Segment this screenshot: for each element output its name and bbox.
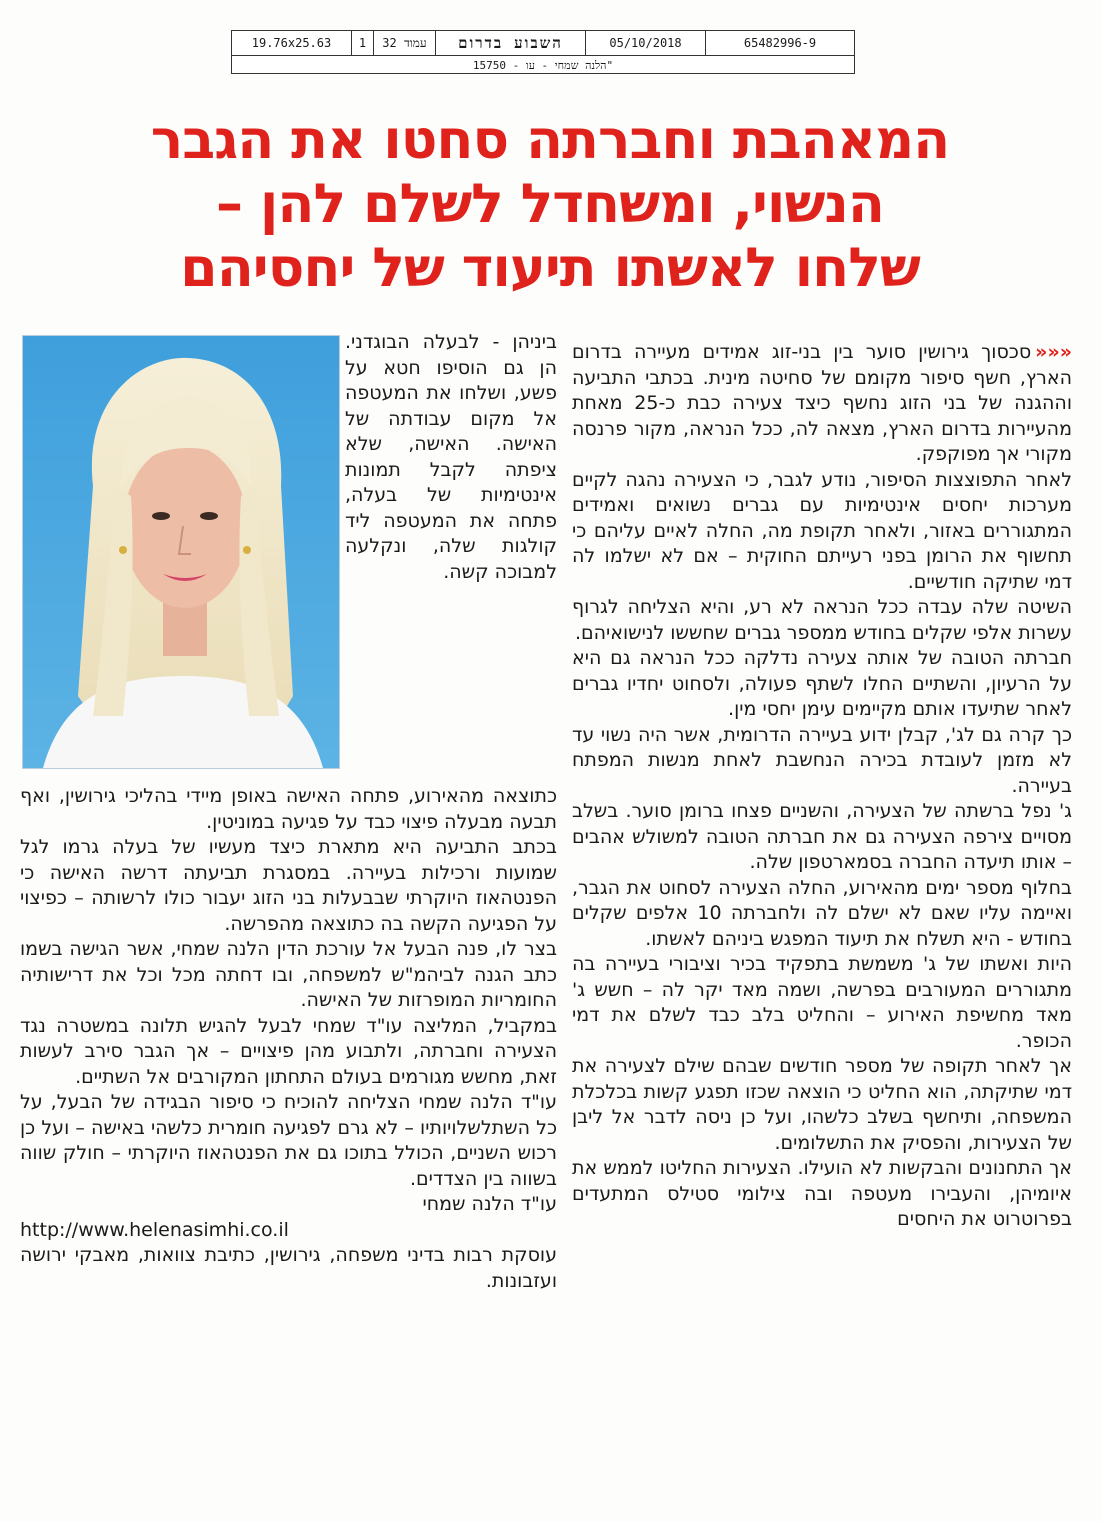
- article-column-right: [572, 340, 1072, 1233]
- paragraph: לאחר התפוצצות הסיפור, נודע לגבר, כי הצעירה נהגה לקיים מערכות יחסים אינטימיות עם גברים נשואים ואמידים המתגוררים באזור, ולאחר תקופת מה, החלה לאיים עליהם כי תחשוף את הרומן בפני רעייתם החוקית – אם לא ישלמו לה דמי שתיקה חודשיים.: [572, 468, 1072, 593]
- clipping-col-count: 1: [352, 31, 374, 55]
- paragraph: בחלוף מספר ימים מהאירוע, החלה הצעירה לסחוט את הגבר, ואיימה עליו שאם לא ישלם לה ולחברתה 10 אלפים שקלים בחודש - היא תשלח את תיעוד המפגש ביניהם לאשתו.: [572, 876, 1073, 950]
- paragraph: ג' נפל ברשתה של הצעירה, והשניים פצחו ברומן סוער. בשלב מסויים צירפה הצעירה גם את חברתה הטובה למשולש אהבים – אותו תיעדה החברה בסמארטפון שלה.: [572, 800, 1072, 873]
- paragraph: אך לאחר תקופה של מספר חודשים שבהם שילם לצעירה את דמי שתיקתה, הוא החליט כי הוצאה שכזו תפגע קשות בכלכלת המשפחה, ותיחשף בשלב כלשהו, ועל כן ניסה לדבר אל ליבן של הצעירות, והפסיק את התשלומים.: [572, 1055, 1072, 1154]
- headline-line-2: הנשוי, ומשחדל לשלם להן –: [216, 172, 884, 235]
- clipping-meta-row: [232, 31, 854, 56]
- headline-line-3: שלחו לאשתו תיעוד של יחסיהם: [180, 236, 920, 299]
- paragraph: במקביל, המליצה עו"ד שמחי לבעל להגיש תלונה במשטרה נגד הצעירה וחברתה, ולתבוע מהן פיצויים – אך הגבר סירב לעשות זאת, מחשש מגורמים בעולם התחתון המקורבים אל השתיים.: [20, 1014, 557, 1088]
- paragraph: ביניהן - לבעלה הבוגדני. הן גם הוסיפו חטא על פשע, ושלחו את המעטפה אל מקום עבודתה של האישה. האישה, שלא ציפתה לקבל תמונות אינטימיות של בעלה, פתחה את המעטפה ליד קולגות שלה, ונקלעה למבוכה קשה.: [345, 331, 557, 583]
- paragraph: כך קרה גם לג', קבלן ידוע בעיירה הדרומית, אשר היה נשוי עד לא מזמן לעובדת בכירה הנחשבת לאחת מנשות המפתח בעיירה.: [572, 723, 1072, 797]
- paragraph: השיטה שלה עבדה ככל הנראה לא רע, והיא הצליחה לגרוף עשרות אלפי שקלים בחודש ממספר גברים שחששו לנישואיהם.: [572, 596, 1072, 644]
- paragraph-text: סכסוך גירושין סוער בין בני-זוג אמידים מעיירה בדרום הארץ, חשף סיפור מקומם של סחיטה מינית. בכתבי התביעה וההגנה של בני הזוג נחשף כיצד צעירה כבת כ-25 מאחת מהעיירות בדרום הארץ, מצאה לה, ככל הנראה, מקור פרנסה מקורי אך מפוקפק.: [572, 341, 1072, 465]
- article-headline: [40, 108, 1060, 300]
- portrait-image: [23, 336, 339, 768]
- paragraph: [572, 340, 1072, 468]
- clipping-newspaper: השבוע בדרום: [436, 31, 586, 55]
- paragraph: היות ואשתו של ג' משמשת בתפקיד בכיר וציבורי בעיירה בה מתגוררים המעורבים בפרשה, ושמה מאד יקר לה – חשש ג' מאד מחשיפת האירוע – והחליט בלב כבד לשלם את דמי הכופר.: [572, 953, 1072, 1052]
- author-photo: [22, 335, 340, 769]
- paragraph: כתוצאה מהאירוע, פתחה האישה באופן מיידי בהליכי גירושין, ואף תבעה מבעלה פיצוי כבד על פגיעה במוניטין.: [20, 785, 557, 833]
- clipping-size: 19.76x25.63: [232, 31, 352, 55]
- article-column-left-bottom: [20, 784, 557, 1294]
- paragraph: עו"ד הלנה שמחי הצליחה להוכיח כי סיפור הבגידה של הבעל, על כל השתלשלויותיו – לא גרם לפגיעה חומרית כלשהי באישה – ועל כן רכוש השניים, הכולל בתוכו גם את הפנטהאוז היוקרתי – חולק שווה בשווה בין הצדדים.: [20, 1091, 557, 1190]
- signature-url: [20, 1218, 557, 1244]
- signature-description: עוסקת רבות בדיני משפחה, גירושין, כתיבת צוואות, מאבקי ירושה ועזבונות.: [20, 1244, 557, 1292]
- clipping-page: עמוד 32: [374, 31, 436, 55]
- author-website-link[interactable]: http://www.helenasimhi.co.il: [20, 1218, 289, 1241]
- clipping-header: [231, 30, 855, 74]
- clipping-client: "הלנה שמחי - עו - 15750: [472, 59, 614, 72]
- clipping-id: 65482996-9: [743, 36, 817, 50]
- paragraph: בצר לו, פנה הבעל אל עורכת הדין הלנה שמחי, אשר הגישה בשמו כתב הגנה לביהמ"ש למשפחה, ובו דחתה מכל וכל את דרישותיה החומריות המופרזות של האישה.: [20, 938, 557, 1011]
- section-marker-icon: «««: [1035, 341, 1072, 363]
- paragraph: אך התחנונים והבקשות לא הועילו. הצעירות החליטו לממש את איומיהן, והעבירו מעטפה ובה צילומי סטילס המתעדים בפרוטרוט את היחסים: [572, 1157, 1072, 1230]
- article-column-left-top: [345, 330, 557, 585]
- signature-name: עו"ד הלנה שמחי: [422, 1193, 557, 1215]
- clipping-date: 05/10/2018: [586, 31, 706, 55]
- paragraph: בכתב התביעה היא מתארת כיצד מעשיו של בעלה גרמו לגל שמועות ורכילות בעיירה. במסגרת תביעתה דרשה האישה כי הפנטהאוז היוקרתי שבבעלות בני הזוג יעבור כולו לרשותה – כפיצוי על הפגיעה הקשה בה כתוצאה מהפרשה.: [20, 836, 557, 935]
- paragraph: חברתה הטובה של אותה צעירה נדלקה ככל הנראה גם היא על הרעיון, והשתיים החלו לשתף פעולה, ולסחוט יחדיו גברים לאחר שתיעדו אותם מקיימים עימן יחסי מין.: [572, 647, 1072, 720]
- headline-line-1: המאהבת וחברתה סחטו את הגבר: [150, 108, 950, 171]
